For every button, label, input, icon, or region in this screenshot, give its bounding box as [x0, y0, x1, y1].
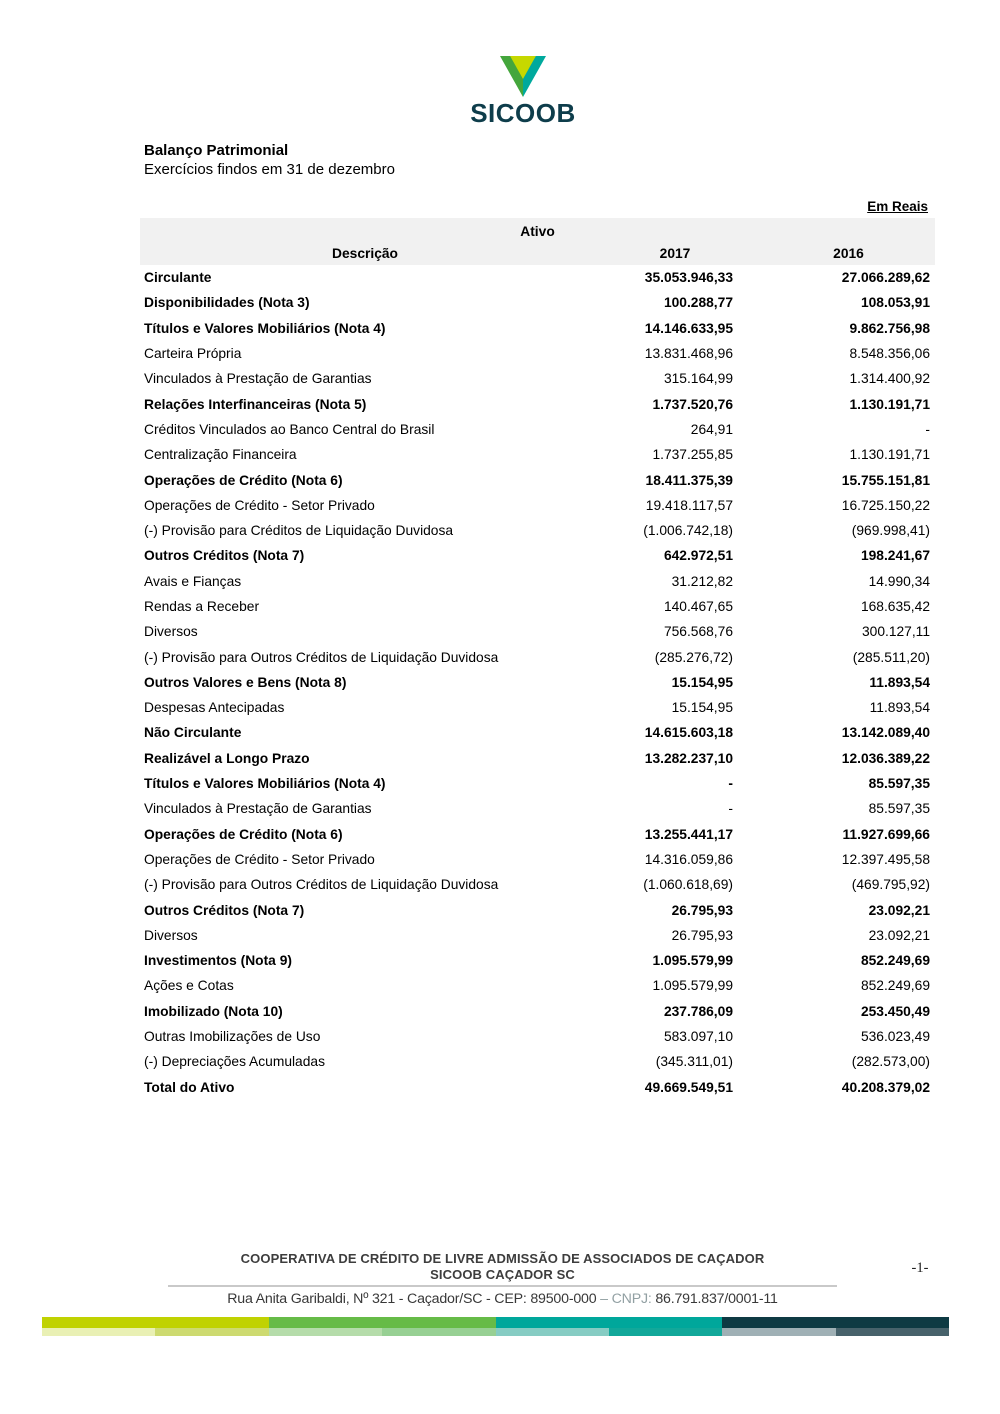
row-value-2016: 108.053,91 — [860, 295, 930, 311]
table-row — [140, 1049, 935, 1074]
table-row — [140, 316, 935, 341]
page-title: Balanço Patrimonial — [144, 142, 289, 159]
footer-organization — [168, 1251, 837, 1282]
table-header — [140, 218, 935, 265]
row-label: Rendas a Receber — [144, 599, 260, 614]
bar-segment — [382, 1328, 495, 1336]
row-value-2017: 1.095.579,99 — [652, 953, 733, 969]
row-value-2017: 1.095.579,99 — [652, 978, 733, 994]
row-value-2017: 14.615.603,18 — [644, 725, 733, 741]
row-value-2017: 1.737.255,85 — [652, 447, 733, 463]
row-value-2017: 14.146.633,95 — [644, 320, 733, 336]
bar-segment — [155, 1328, 268, 1336]
address-main: Rua Anita Garibaldi, Nº 321 - Caçador/SC - CEP: 89500-000 — [227, 1291, 597, 1307]
table-row — [140, 872, 935, 897]
row-value-2016: 300.127,11 — [861, 624, 930, 640]
table-row — [140, 897, 935, 922]
row-value-2016: (969.998,41) — [851, 523, 930, 539]
table-row — [140, 417, 935, 442]
page-subtitle: Exercícios findos em 31 de dezembro — [144, 161, 395, 178]
row-value-2017: 140.467,65 — [663, 599, 733, 614]
table-row — [140, 847, 935, 872]
document-header — [144, 141, 395, 179]
row-value-2017: 35.053.946,33 — [644, 270, 733, 286]
row-value-2016: 852.249,69 — [860, 953, 930, 969]
row-label: Circulante — [144, 270, 212, 286]
table-row — [140, 543, 935, 568]
row-label: Diversos — [144, 927, 198, 943]
table-row — [140, 973, 935, 998]
row-value-2016: 40.208.379,02 — [841, 1079, 930, 1095]
row-label: Avais e Fianças — [144, 573, 242, 589]
row-value-2017: (1.060.618,69) — [643, 877, 733, 893]
row-value-2016: 23.092,21 — [868, 902, 930, 918]
row-label: Outras Imobilizações de Uso — [144, 1029, 321, 1045]
row-value-2017: 26.795,93 — [671, 927, 733, 943]
row-label: Carteira Própria — [144, 346, 242, 362]
currency-note: Em Reais — [867, 199, 928, 214]
row-label: Outros Créditos (Nota 7) — [144, 902, 305, 918]
bar-segment — [496, 1328, 609, 1336]
row-value-2016: 85.597,35 — [868, 801, 930, 817]
row-value-2017: 15.154,95 — [671, 674, 733, 690]
row-label: (-) Depreciações Acumuladas — [144, 1054, 325, 1070]
section-header-ativo: Ativo — [520, 224, 555, 239]
footer-bar-bottom — [42, 1328, 949, 1336]
row-value-2016: 11.893,54 — [869, 674, 930, 690]
row-value-2017: - — [728, 801, 733, 817]
row-value-2016: 23.092,21 — [868, 927, 930, 943]
bar-segment — [42, 1317, 269, 1328]
row-label: Operações de Crédito (Nota 6) — [144, 826, 343, 842]
row-value-2017: - — [728, 776, 733, 792]
table-row — [140, 467, 935, 492]
table-row — [140, 670, 935, 695]
table-row — [140, 720, 935, 745]
row-value-2016: 11.893,54 — [869, 700, 930, 716]
table-row — [140, 366, 935, 391]
row-label: Disponibilidades (Nota 3) — [144, 295, 310, 311]
footer-color-bar — [42, 1317, 949, 1336]
row-label: Imobilizado (Nota 10) — [144, 1003, 283, 1019]
table-row — [140, 391, 935, 416]
footer-address — [168, 1291, 837, 1307]
column-header-description: Descrição — [332, 246, 398, 261]
row-value-2017: 18.411.375,39 — [645, 472, 733, 488]
table-row — [140, 442, 935, 467]
table-row — [140, 822, 935, 847]
table-row — [140, 569, 935, 594]
row-value-2017: (1.006.742,18) — [643, 523, 733, 539]
table-row — [140, 518, 935, 543]
brand-wordmark: SICOOB — [470, 98, 576, 128]
address-cnpj-label: – CNPJ: — [600, 1291, 652, 1307]
footer-org-line2: SICOOB CAÇADOR SC — [430, 1266, 575, 1282]
row-label: Total do Ativo — [144, 1079, 235, 1095]
row-value-2016: 15.755.151,81 — [841, 472, 930, 488]
row-value-2017: 642.972,51 — [663, 548, 733, 564]
table-row — [140, 1075, 935, 1100]
bar-segment — [836, 1328, 949, 1336]
table-row — [140, 746, 935, 771]
table-row — [140, 290, 935, 315]
row-value-2016: 198.241,67 — [860, 548, 930, 564]
row-value-2016: (469.795,92) — [851, 877, 930, 893]
row-value-2017: 19.418.117,57 — [645, 497, 733, 513]
table-row — [140, 999, 935, 1024]
row-value-2017: 26.795,93 — [671, 902, 733, 918]
row-label: Títulos e Valores Mobiliários (Nota 4) — [144, 776, 386, 792]
bar-segment — [609, 1328, 722, 1336]
row-value-2017: 31.212,82 — [671, 573, 733, 589]
row-label: Diversos — [144, 624, 198, 640]
row-label: Realizável a Longo Prazo — [144, 750, 310, 766]
row-label: (-) Provisão para Outros Créditos de Liquidação Duvidosa — [144, 877, 499, 893]
row-value-2017: 100.288,77 — [663, 295, 733, 311]
row-label: Outros Valores e Bens (Nota 8) — [144, 674, 347, 690]
page-number: -1- — [911, 1260, 929, 1276]
row-label: Ações e Cotas — [144, 978, 234, 994]
row-label: Operações de Crédito - Setor Privado — [144, 497, 375, 513]
row-label: Operações de Crédito - Setor Privado — [144, 851, 375, 867]
row-value-2017: 49.669.549,51 — [644, 1079, 733, 1095]
row-value-2016: 8.548.356,06 — [849, 346, 930, 362]
row-value-2017: 13.831.468,96 — [644, 346, 733, 362]
row-value-2016: 27.066.289,62 — [841, 270, 930, 286]
row-value-2016: 1.130.191,71 — [849, 447, 930, 463]
table-row — [140, 1024, 935, 1049]
bar-segment — [496, 1317, 723, 1328]
table-row — [140, 796, 935, 821]
footer-bar-top — [42, 1317, 949, 1328]
row-value-2017: 15.154,95 — [671, 700, 733, 716]
row-value-2016: - — [925, 421, 930, 437]
row-value-2016: 9.862.756,98 — [849, 320, 930, 336]
table-row — [140, 265, 935, 290]
row-value-2016: 852.249,69 — [860, 978, 930, 994]
row-value-2017: 13.255.441,17 — [644, 826, 733, 842]
sicoob-logo — [464, 56, 582, 129]
row-label: Relações Interfinanceiras (Nota 5) — [144, 396, 367, 412]
row-value-2017: 264,91 — [690, 421, 733, 437]
row-value-2016: 1.314.400,92 — [849, 371, 930, 387]
row-label: Vinculados à Prestação de Garantias — [144, 801, 372, 817]
row-label: Vinculados à Prestação de Garantias — [144, 371, 372, 387]
row-value-2017: 583.097,10 — [663, 1029, 733, 1045]
row-value-2016: 168.635,42 — [860, 599, 930, 614]
row-value-2016: 14.990,34 — [868, 573, 930, 589]
row-label: Investimentos (Nota 9) — [144, 953, 292, 969]
bar-segment — [42, 1328, 155, 1336]
row-value-2017: 237.786,09 — [663, 1003, 733, 1019]
row-label: (-) Provisão para Créditos de Liquidação Duvidosa — [144, 523, 454, 539]
row-value-2016: 11.927.699,66 — [842, 826, 930, 842]
column-header-2017: 2017 — [659, 246, 691, 261]
row-value-2017: 1.737.520,76 — [652, 396, 733, 412]
table-row — [140, 341, 935, 366]
table-row — [140, 923, 935, 948]
column-header-2016: 2016 — [833, 246, 864, 261]
row-label: Operações de Crédito (Nota 6) — [144, 472, 343, 488]
row-label: Créditos Vinculados ao Banco Central do Brasil — [144, 421, 435, 437]
row-value-2016: 85.597,35 — [868, 776, 930, 792]
footer-org-line1: COOPERATIVA DE CRÉDITO DE LIVRE ADMISSÃO DE ASSOCIADOS DE CAÇADOR — [240, 1251, 765, 1266]
row-label: Títulos e Valores Mobiliários (Nota 4) — [144, 320, 386, 336]
row-label: Não Circulante — [144, 725, 242, 741]
sicoob-logo-icon — [500, 56, 546, 97]
row-value-2017: 14.316.059,86 — [644, 851, 733, 867]
row-value-2016: 253.450,49 — [860, 1003, 930, 1019]
row-value-2016: 12.397.495,58 — [841, 851, 930, 867]
table-row — [140, 644, 935, 669]
bar-segment — [722, 1317, 949, 1328]
row-value-2017: 13.282.237,10 — [644, 750, 733, 766]
bar-segment — [722, 1328, 835, 1336]
table-row — [140, 493, 935, 518]
row-value-2016: 536.023,49 — [860, 1029, 930, 1045]
table-row — [140, 771, 935, 796]
row-label: Despesas Antecipadas — [144, 700, 285, 716]
table-row — [140, 619, 935, 644]
bar-segment — [269, 1317, 496, 1328]
footer-divider — [168, 1285, 837, 1287]
balance-sheet-table — [140, 218, 935, 1100]
row-label: Outros Créditos (Nota 7) — [144, 548, 305, 564]
column-headers — [140, 242, 935, 265]
row-value-2016: (282.573,00) — [851, 1054, 930, 1070]
table-row — [140, 594, 935, 619]
row-value-2016: 16.725.150,22 — [841, 497, 930, 513]
row-value-2016: (285.511,20) — [852, 649, 930, 665]
table-row — [140, 948, 935, 973]
row-label: Centralização Financeira — [144, 447, 297, 463]
row-value-2017: 315.164,99 — [663, 371, 733, 387]
row-value-2016: 1.130.191,71 — [849, 396, 930, 412]
row-value-2017: (345.311,01) — [655, 1054, 733, 1070]
address-cnpj-value: 86.791.837/0001-11 — [655, 1291, 778, 1307]
row-value-2017: 756.568,76 — [663, 624, 733, 640]
row-label: (-) Provisão para Outros Créditos de Liquidação Duvidosa — [144, 649, 499, 665]
row-value-2016: 13.142.089,40 — [841, 725, 930, 741]
row-value-2016: 12.036.389,22 — [841, 750, 930, 766]
table-row — [140, 695, 935, 720]
bar-segment — [269, 1328, 382, 1336]
row-value-2017: (285.276,72) — [654, 649, 733, 665]
table-body — [140, 265, 935, 1100]
